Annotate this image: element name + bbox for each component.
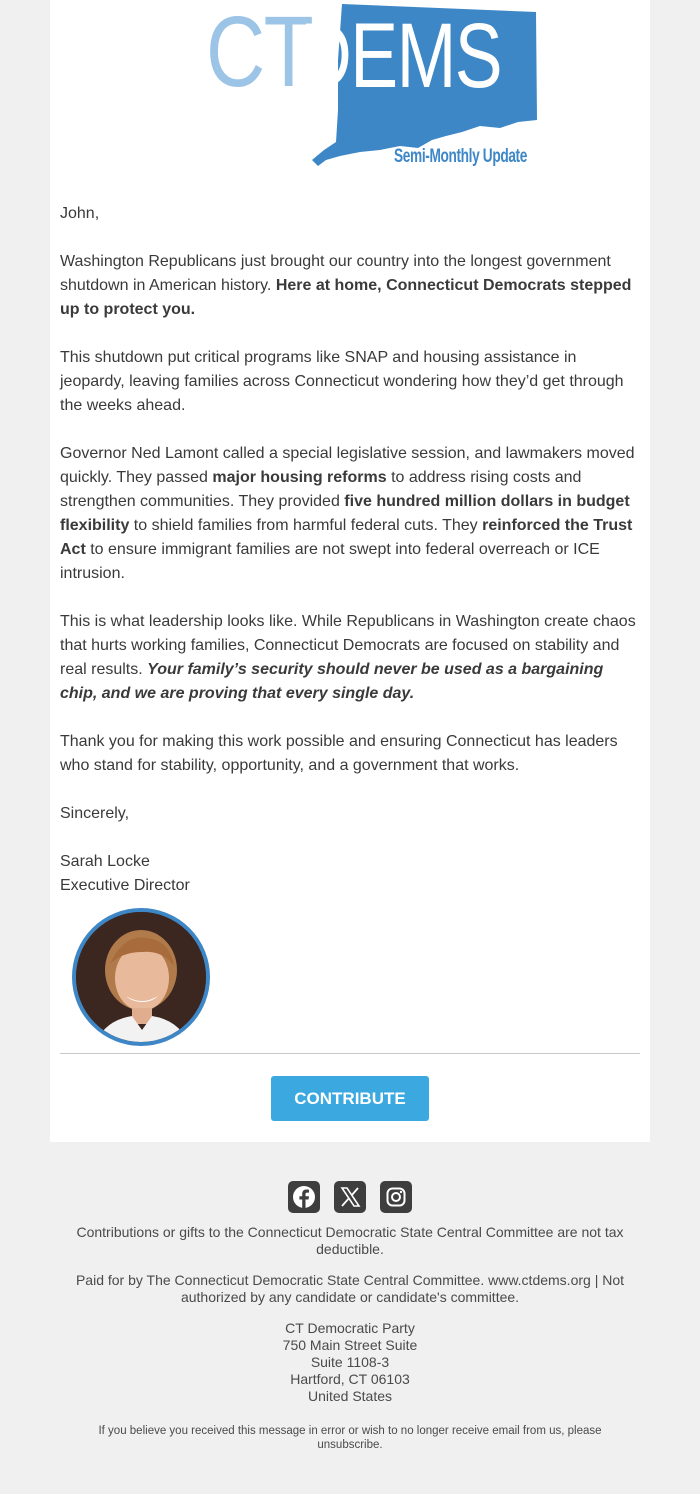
signer-title: Executive Director (60, 877, 190, 894)
closing: Sincerely, (60, 805, 130, 822)
address-line: Suite 1108-3 (310, 1354, 390, 1370)
address-line: United States (307, 1388, 393, 1404)
mailing-address (70, 1320, 630, 1405)
address-line: Hartford, CT 06103 (290, 1371, 410, 1387)
paragraph-3-bold-b: five hundred million dollars in budget flexibility (60, 493, 630, 534)
paid-for-notice (70, 1272, 630, 1306)
email-card (50, 0, 650, 1142)
paragraph-2: This shutdown put critical programs like SNAP and housing assistance in jeopardy, leaving families across Connecticut wondering how they’d get through the weeks ahead. (60, 349, 624, 414)
tax-disclaimer (70, 1224, 630, 1258)
paragraph-1 (60, 250, 640, 322)
unsubscribe-notice (80, 1424, 620, 1452)
contribute-button[interactable]: CONTRIBUTE (271, 1076, 429, 1121)
paid-for-text: Paid for by The Connecticut Democratic State Central Committee. www.ctdems.org | Not authorized by any candidate or candidate's committee. (75, 1272, 625, 1305)
portrait-photo-icon (76, 912, 206, 1042)
paragraph-3-bold-a: major housing reforms (212, 469, 387, 486)
social-links (0, 1181, 700, 1213)
paragraph-4-text: This is what leadership looks like. While Republicans in Washington create chaos that hurts working families, Connecticut Democrats are focused on stability and real results. (60, 613, 636, 678)
paragraph-3-text-b: to address rising costs and strengthen communities. They provided (60, 469, 582, 510)
paragraph-3-text-c: to shield families from harmful federal cuts. They (129, 517, 483, 534)
logo-dems-text: DEMS (300, 5, 502, 107)
instagram-link[interactable] (380, 1181, 412, 1213)
paragraph-4 (60, 610, 640, 706)
instagram-icon (380, 1181, 412, 1213)
facebook-link[interactable] (288, 1181, 320, 1213)
x-icon (334, 1181, 366, 1213)
signer-name: Sarah Locke (60, 853, 150, 870)
avatar (72, 908, 210, 1046)
address-line: 750 Main Street Suite (282, 1337, 418, 1353)
ct-dems-logo (200, 0, 540, 175)
paragraph-5: Thank you for making this work possible and ensuring Connecticut has leaders who stand for stability, opportunity, and a government that works. (60, 733, 618, 774)
paragraph-3-text-d: to ensure immigrant families are not swept into federal overreach or ICE intrusion. (60, 541, 600, 582)
divider (60, 1053, 640, 1054)
paragraph-3-text-a: Governor Ned Lamont called a special legislative session, and lawmakers moved quickly. They passed (60, 445, 635, 486)
logo-ct-text: CT (206, 0, 313, 108)
facebook-icon (288, 1181, 320, 1213)
logo-subtitle: Semi-Monthly Update (394, 146, 528, 167)
greeting: John, (60, 205, 100, 222)
unsubscribe-text[interactable]: If you believe you received this message in error or wish to no longer receive email from us, please unsubscribe. (98, 1425, 602, 1451)
tax-disclaimer-text: Contributions or gifts to the Connecticut Democratic State Central Committee are not tax deductible. (76, 1224, 624, 1257)
x-link[interactable] (334, 1181, 366, 1213)
paragraph-1-bold: Here at home, Connecticut Democrats stepped up to protect you. (60, 277, 632, 318)
paragraph-3 (60, 442, 640, 586)
address-line: CT Democratic Party (285, 1320, 415, 1336)
email-body (60, 202, 640, 898)
paragraph-1-text: Washington Republicans just brought our country into the longest government shutdown in American history. (60, 253, 611, 294)
paragraph-3-bold-c: reinforced the Trust Act (60, 517, 633, 558)
paragraph-4-bold-italic: Your family’s security should never be used as a bargaining chip, and we are proving that every single day. (60, 661, 604, 702)
